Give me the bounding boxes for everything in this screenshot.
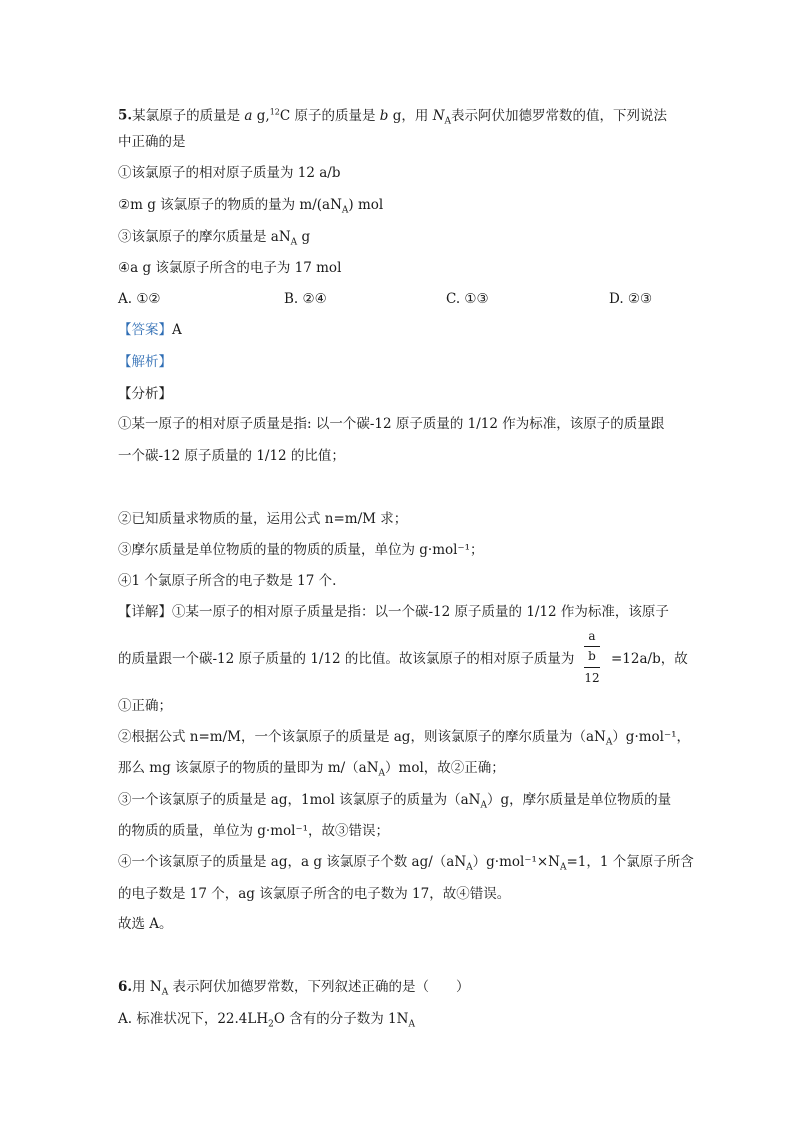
answer-tag: 【答案】 [118,322,172,338]
fenxi-line-2: ②已知质量求物质的量，运用公式 n=m/M 求； [118,511,408,527]
q5-statement-4: ④a g 该氯原子所含的电子为 17 mol [118,260,342,276]
answer-value: A [172,322,182,338]
fenxi-line-1b: 一个碳-12 原子质量的 1/12 的比值； [118,448,345,464]
fenxi-line-3: ③摩尔质量是单位物质的量的物质的质量，单位为 g·mol⁻¹； [118,542,484,558]
detail-line-1c: =12a/b，故 [611,651,688,667]
detail-line-4a: ④一个该氯原子的质量是 ag，a g 该氯原子个数 $ag/(aN_A)g\cdot mol^{-1}\times N_A=1$，1 个氯原子所含 [118,854,694,873]
detail-line-1b: 的质量跟一个碳-12 原子质量的 1/12 的比值。故该氯原子的相对原子质量为 [118,651,575,667]
q6-option-a: A. 标准状况下，$22.4LH_2O$ 含有的分子数为 $1N_A$ [118,1011,415,1030]
detail-line-1a: 【详解】①某一原子的相对原子质量是指：以一个碳-12 原子质量的 1/12 作为标准，该原子 [118,604,669,620]
frac-bar-1 [584,646,600,647]
fraction-a-over-b-over-12 [579,629,605,685]
q5-option-d: D. ②③ [609,291,653,307]
detail-line-2b: 那么 mg 该氯原子的物质的量即为 $m/(aN_A)mol$，故②正确； [118,760,505,779]
detail-line-3a: ③一个该氯原子的质量是 ag，1mol 该氯原子的质量为$(aN_A)g$，摩尔质量是单位物质的量 [118,792,672,811]
fenxi-tag: 【分析】 [118,386,172,402]
fenxi-line-1a: ①某一原子的相对原子质量是指: 以一个碳-12 原子质量的 1/12 作为标准，该原子的质量跟 [118,416,665,432]
q6-stem: 6.用 $N_A$ 表示阿伏加德罗常数，下列叙述正确的是（ ） [118,979,470,998]
detail-line-3b: 的物质的质量，单位为 g·mol⁻¹，故③错误； [118,823,390,839]
q5-option-c: C. ①③ [446,291,489,307]
q5-statement-3: ③该氯原子的摩尔质量是 $aN_A$ g [118,229,311,248]
q5-stem-text: 某氯原子的质量是 a g,$^{12}$C 原子的质量是 b g，用 $N_A$表示阿伏加德罗常数的值，下列说法 [132,107,667,127]
q5-option-a: A. ①② [118,291,161,307]
q5-answer [118,321,182,339]
frac-denominator-b: b [588,649,596,663]
detail-line-4b: 的电子数是 17 个，ag 该氯原子所含的电子数为 17，故④错误。 [118,886,511,902]
detail-tag: 【详解】 [118,604,172,620]
q5-statement-2: ②m g 该氯原子的物质的量为 $m/(aN_A)$ mol [118,197,384,216]
conclusion: 故选 A。 [118,916,173,932]
analysis-tag: 【解析】 [118,354,172,370]
q5-options [118,290,678,308]
frac-numerator: a [588,629,596,643]
q5-number: 5. [118,107,133,124]
q5-stem-line1 [118,103,678,130]
detail-line-1d: ①正确； [118,698,172,714]
q5-statement-1: ①该氯原子的相对原子质量为 12 a/b [118,165,341,181]
q6-number: 6. [118,979,133,995]
detail-line-2a: ②根据公式 n=m/M，一个该氯原子的质量是 ag，则该氯原子的摩尔质量为$(aN_A)g\cdot mol^{-1}$， [118,729,691,748]
fenxi-line-4: ④1 个氯原子所含的电子数是 17 个. [118,573,337,589]
frac-denominator-12: 12 [584,671,600,685]
q5-option-b: B. ②④ [284,291,327,307]
frac-bar-2 [584,667,600,668]
q5-stem-line2: 中正确的是 [118,134,186,150]
